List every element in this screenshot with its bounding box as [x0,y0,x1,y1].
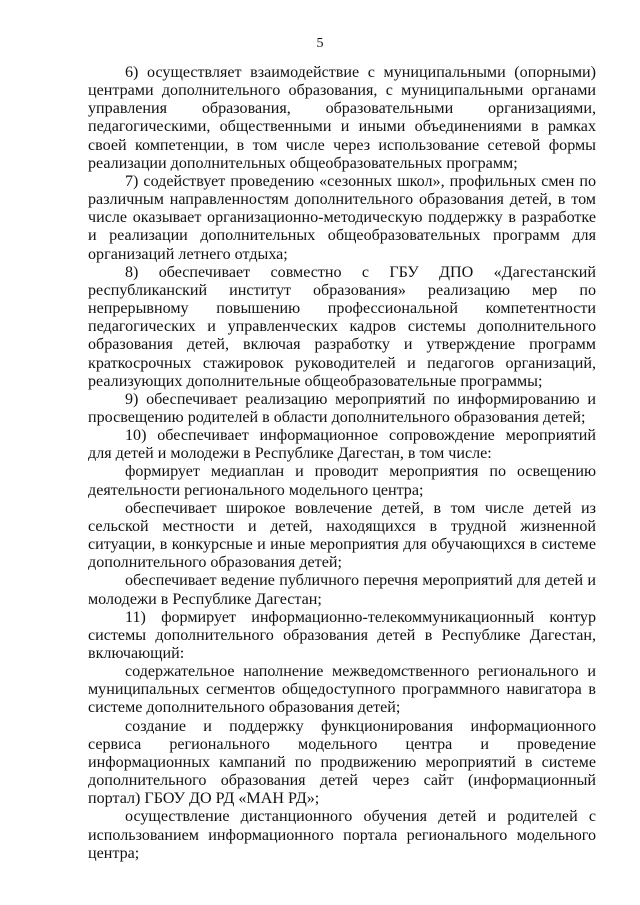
paragraph-item-11: 11) формирует информационно-телекоммуникационный контур системы дополнительного образования детей в Республике Дагестан, включающий: [88,608,596,662]
paragraph-item-8: 8) обеспечивает совместно с ГБУ ДПО «Дагестанский республиканский институт образования» реализацию мер по непрерывному повышению профессиональной компетентности педагогических и управленческих кадров системы дополнительного образования детей, включая разработку и утверждение программ краткосрочных стажировок руководителей и педагогов организаций, реализующих дополнительные общеобразовательные программы; [88,263,596,390]
paragraph-subitem-public-list: обеспечивает ведение публичного перечня мероприятий для детей и молодежи в Республике Дагестан; [88,572,596,608]
paragraph-item-6: 6) осуществляет взаимодействие с муниципальными (опорными) центрами дополнительного образования, с муниципальными органами управления образования, образовательными организациями, педагогическими, общественными и иными объединениями в рамках своей компетенции, в том числе через использование сетевой формы реализации дополнительных общеобразовательных программ; [88,64,596,172]
paragraph-subitem-mediaplan: формирует медиаплан и проводит мероприятия по освещению деятельности регионального модельного центра; [88,463,596,499]
document-body [88,64,596,863]
paragraph-subitem-navigator: содержательное наполнение межведомственного регионального и муниципальных сегментов общедоступного программного навигатора в системе дополнительного образования детей; [88,663,596,717]
paragraph-subitem-distance-learning: осуществление дистанционного обучения детей и родителей с использованием информационного портала регионального модельного центра; [88,808,596,862]
paragraph-subitem-info-service: создание и поддержку функционирования информационного сервиса регионального модельного центра и проведение информационных кампаний по продвижению мероприятий в системе дополнительного образования детей через сайт (информационный портал) ГБОУ ДО РД «МАН РД»; [88,717,596,808]
paragraph-subitem-involvement: обеспечивает широкое вовлечение детей, в том числе детей из сельской местности и детей, находящихся в трудной жизненной ситуации, в конкурсные и иные мероприятия для обучающихся в системе дополнительного образования детей; [88,499,596,572]
paragraph-item-10: 10) обеспечивает информационное сопровождение мероприятий для детей и молодежи в Республике Дагестан, в том числе: [88,427,596,463]
paragraph-item-9: 9) обеспечивает реализацию мероприятий по информированию и просвещению родителей в области дополнительного образования детей; [88,390,596,426]
paragraph-item-7: 7) содействует проведению «сезонных школ», профильных смен по различным направленностям дополнительного образования детей, в том числе оказывает организационно-методическую поддержку в разработке и реализации дополнительных общеобразовательных программ для организаций летнего отдыха; [88,172,596,263]
page-number: 5 [316,36,324,51]
